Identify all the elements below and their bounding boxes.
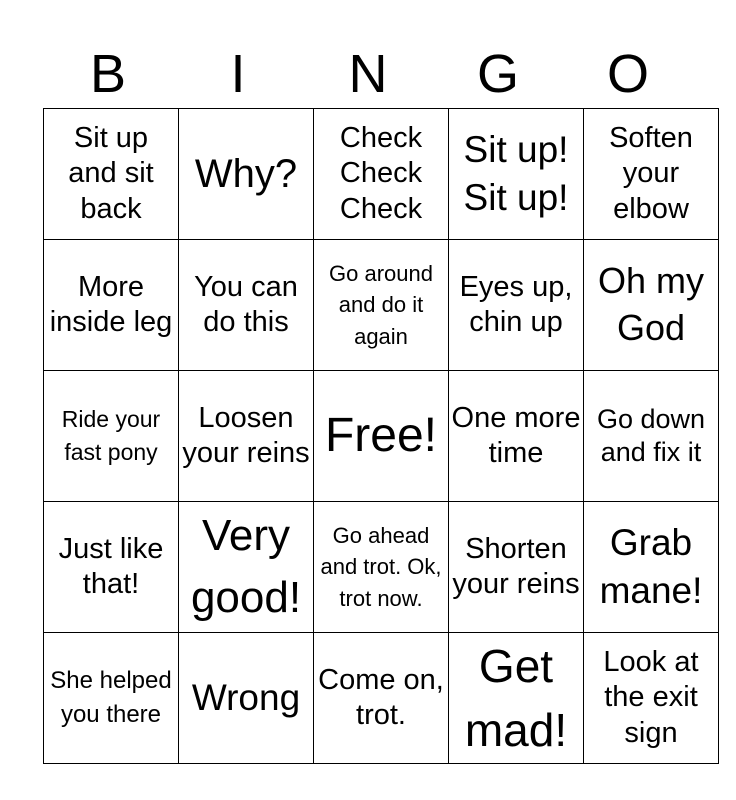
bingo-cell-r2-c5: Oh my God	[584, 240, 719, 371]
bingo-cell-r5-c1: She helped you there	[44, 633, 179, 764]
bingo-cell-r4-c4: Shorten your reins	[449, 502, 584, 633]
bingo-cell-r4-c2: Very good!	[179, 502, 314, 633]
bingo-cell-r5-c4: Get mad!	[449, 633, 584, 764]
free-space-cell: Free!	[314, 371, 449, 502]
bingo-cell-r1-c5: Soften your elbow	[584, 109, 719, 240]
bingo-cell-r3-c2: Loosen your reins	[179, 371, 314, 502]
bingo-cell-r4-c5: Grab mane!	[584, 502, 719, 633]
bingo-cell-r2-c1: More inside leg	[44, 240, 179, 371]
bingo-cell-r3-c1: Ride your fast pony	[44, 371, 179, 502]
bingo-cell-r3-c5: Go down and fix it	[584, 371, 719, 502]
header-letter-n: N	[348, 44, 388, 104]
bingo-cell-r1-c2: Why?	[179, 109, 314, 240]
bingo-cell-r1-c3: Check Check Check	[314, 109, 449, 240]
header-letter-o: O	[606, 44, 649, 104]
bingo-cell-r5-c2: Wrong	[179, 633, 314, 764]
bingo-cell-r1-c1: Sit up and sit back	[44, 109, 179, 240]
bingo-cell-r5-c3: Come on, trot.	[314, 633, 449, 764]
grid-row-5	[44, 633, 719, 764]
bingo-cell-r4-c3: Go ahead and trot. Ok, trot now.	[314, 502, 449, 633]
bingo-card-grid	[43, 108, 719, 764]
bingo-cell-r2-c4: Eyes up, chin up	[449, 240, 584, 371]
bingo-cell-r5-c5: Look at the exit sign	[584, 633, 719, 764]
grid-row-1	[44, 109, 719, 240]
header-letter-i: I	[230, 44, 246, 104]
header-letter-b: B	[89, 44, 127, 104]
bingo-cell-r1-c4: Sit up! Sit up!	[449, 109, 584, 240]
header-letter-g: G	[476, 44, 519, 104]
bingo-header	[43, 40, 693, 108]
bingo-cell-r4-c1: Just like that!	[44, 502, 179, 633]
grid-row-3	[44, 371, 719, 502]
bingo-cell-r2-c2: You can do this	[179, 240, 314, 371]
bingo-cell-r2-c3: Go around and do it again	[314, 240, 449, 371]
bingo-cell-r3-c4: One more time	[449, 371, 584, 502]
grid-row-2	[44, 240, 719, 371]
grid-row-4	[44, 502, 719, 633]
